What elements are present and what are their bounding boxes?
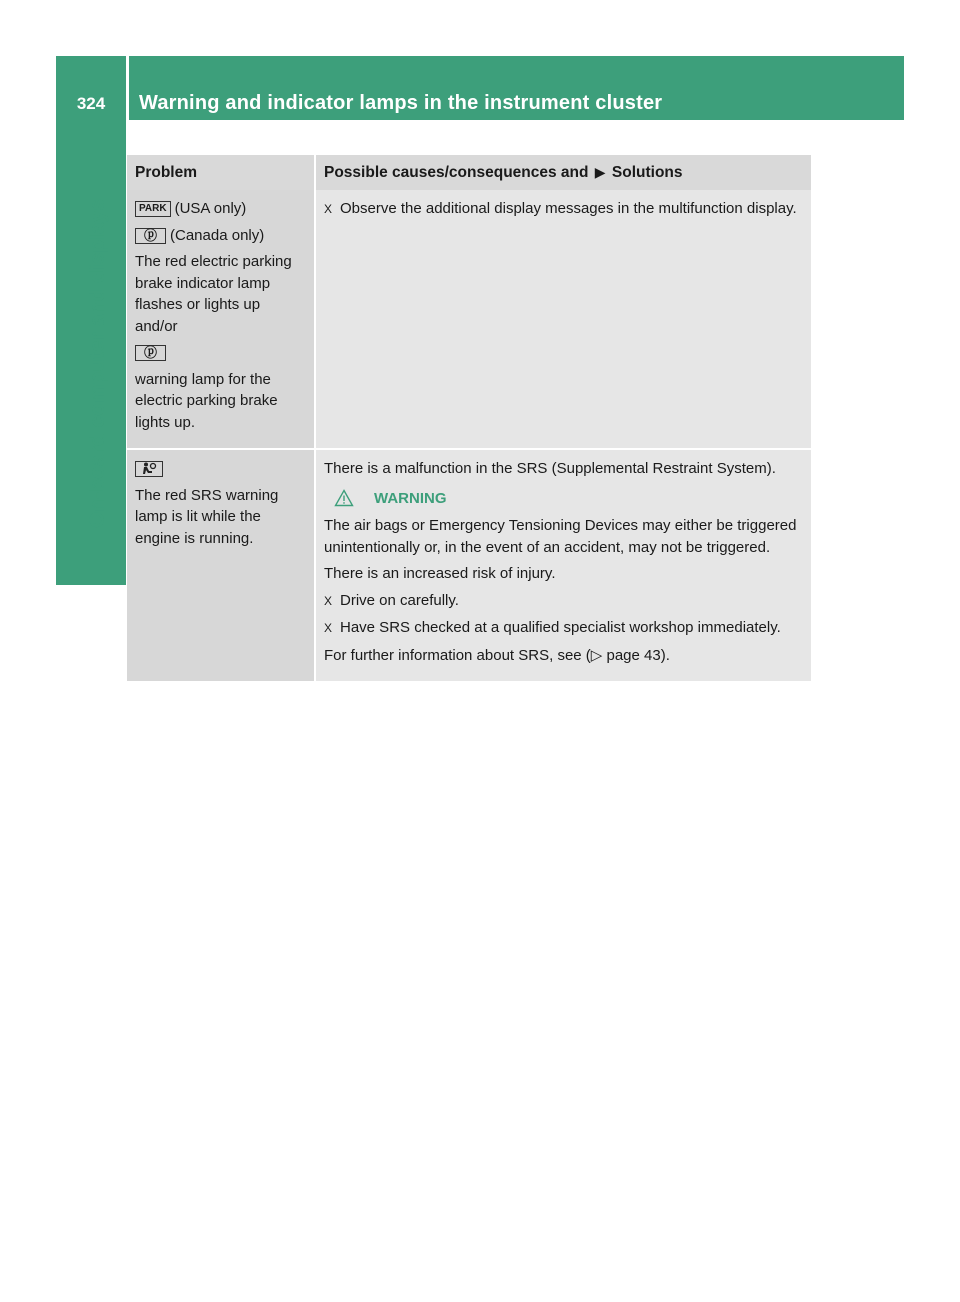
solution-step [324, 590, 803, 613]
solution-cell [315, 190, 811, 449]
solution-step-text: Have SRS checked at a qualified specialist workshop immediately. [340, 619, 781, 636]
cause-text: There is a malfunction in the SRS (Supplemental Restraint System). [324, 460, 776, 477]
problem-cell [127, 449, 315, 681]
icon-note: (Canada only) [170, 226, 265, 244]
icon-note: (USA only) [174, 200, 247, 217]
problem-cell [127, 190, 315, 449]
problem-text: warning lamp for the electric parking brake lights up. [135, 370, 278, 431]
page-number: 324 [76, 94, 106, 113]
solution-step [324, 198, 803, 221]
solution-step-text: Observe the additional display messages in the multifunction display. [340, 200, 797, 217]
section-title: Warning and indicator lamps in the instrument cluster [139, 92, 663, 114]
parking-brake-warning-lamp-icon: ⓟ [135, 345, 166, 361]
srs-person-icon [139, 462, 159, 475]
arrow-right-icon: ▶ [594, 163, 606, 180]
warning-heading [324, 488, 803, 510]
column-header-solutions-prefix: Possible causes/consequences and [324, 163, 589, 181]
table-header-row [127, 155, 811, 190]
side-tab-label: On-board computer and displays [86, 198, 109, 528]
step-marker-icon: X [324, 202, 333, 216]
table-row [127, 190, 811, 449]
risk-text: There is an increased risk of injury. [324, 565, 556, 582]
solution-cell [315, 449, 811, 681]
warning-text: The air bags or Emergency Tensioning Devices may either be triggered unintentionally or, in the event of an accident, may not be triggered. [324, 517, 797, 556]
problem-line [135, 342, 306, 364]
solution-step [324, 617, 803, 640]
problem-text: The red SRS warning lamp is lit while the engine is running. [135, 486, 279, 547]
step-marker-icon: X [324, 593, 333, 608]
table-row [127, 449, 811, 681]
problem-line [135, 225, 306, 247]
problem-line [135, 198, 306, 220]
park-lamp-icon: PARK [135, 201, 171, 217]
column-header-problem: Problem [127, 155, 315, 190]
step-marker-icon: X [324, 621, 333, 635]
further-info-text: For further information about SRS, see (▷ page 43). [324, 646, 670, 664]
header-divider [126, 56, 129, 120]
warning-triangle-icon [334, 489, 354, 507]
problem-text: The red electric parking brake indicator lamp flashes or lights up and/or [135, 253, 292, 335]
column-header-solutions-suffix: Solutions [611, 163, 683, 181]
column-header-solutions [315, 155, 811, 190]
solution-step-text: Drive on carefully. [340, 591, 459, 609]
parking-brake-lamp-icon: ⓟ [135, 228, 166, 244]
problem-line [135, 458, 306, 480]
warning-label: WARNING [374, 489, 447, 507]
problem-table [127, 155, 811, 681]
srs-airbag-lamp-icon [135, 461, 163, 477]
